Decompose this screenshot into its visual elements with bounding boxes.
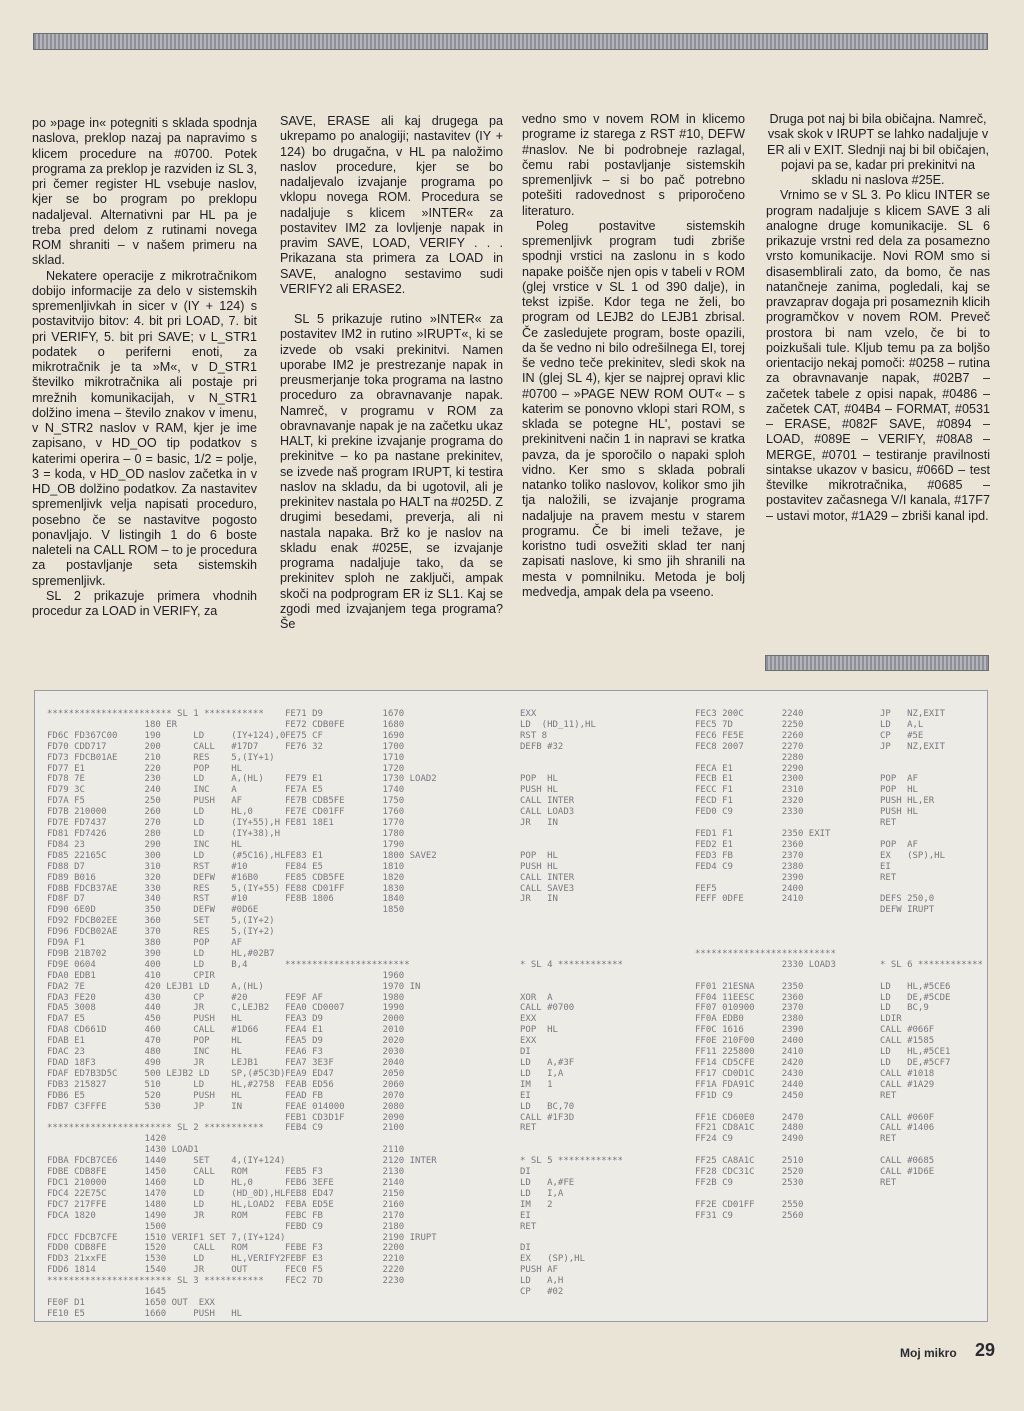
- column-end-bar: [765, 655, 989, 671]
- top-decorative-bar: [33, 33, 988, 50]
- listing-column-1: *********************** SL 1 *********** 180 ER FD6C FD367C00 190 LD (IY+124),0 FD70 CDD717 200 CALL #17D7 FD73 FDCB01AE 210 RES 5,(IY+1) FD77 E1 220 POP HL FD78 7E 230 LD A,(HL) FD79 3C 240 INC A FD7A F5 250 PUSH AF FD7B 210000 260 LD HL,0 FD7E FD7437 270 LD (IY+55),H FD81 FD7426 280 LD (IY+38),H FD84 23 290 INC HL FD85 22165C 300 LD (#5C16),HL FD88 D7 310 RST #10 FD89 B016 320 DEFW #16B0 FD8B FDCB37AE 330 RES 5,(IY+55) FD8F D7 340 RST #10 FD90 6E0D 350 DEFW #0D6E FD92 FDCB02EE 360 SET 5,(IY+2) FD96 FDCB02AE 370 RES 5,(IY+2) FD9A F1 380 POP AF FD9B 21B702 390 LD HL,#02B7 FD9E 0604 400 LD B,4 FDA0 EDB1 410 CPIR FDA2 7E 420 LEJB1 LD A,(HL) FDA3 FE20 430 CP #20 FDA5 3008 440 JR C,LEJB2 FDA7 E5 450 PUSH HL FDA8 CD661D 460 CALL #1D66 FDAB E1 470 POP HL FDAC 23 480 INC HL FDAD 18F3 490 JR LEJB1 FDAF ED7B3D5C 500 LEJB2 LD SP,(#5C3D) FDB3 215827 510 LD HL,#2758 FDB6 E5 520 PUSH HL FDB7 C3FFFE 530 JP IN *********************** SL 2 *********** 1420 1430 LOAD1 FDBA FDCB7CE6 1440 SET 4,(IY+124) FDBE CDB8FE 1450 CALL ROM FDC1 210000 1460 LD HL,0 FDC4 22E75C 1470 LD (HD_0D),HL FDC7 217FFE 1480 LD HL,LOAD2 FDCA 1820 1490 JR ROM 1500 FDCC FDCB7CFE 1510 VERIF1 SET 7,(IY+124) FDD0 CDB8FE 1520 CALL ROM FDD3 21xxFE 1530 LD HL,VERIFY2 FDD6 1814 1540 JR OUT *********************** SL 3 *********** 1645 FE0F D1 1650 OUT EXX FE10 E5 1660 PUSH HL: [47, 709, 286, 1319]
- paragraph: Vrnimo se v SL 3. Po klicu INTER se program nadaljuje s klicem SAVE 3 ali analogne druge komunikacije. SL 6 prikazuje vrstni red dela za posamezno vrsto komunikacije. Novi ROM smo si disasemblirali zato, da bomo, če nas natančneje zanima, pogledali, kaj se pravzaprav dogaja pri posameznih klicih programčkov v novem ROM. Preveč prostora bi nam vzelo, če bi to poizkušali tule. Kljub temu pa za boljšo orientacijo nekaj pomoči: #0258 – rutina za obravnavanje napak, #02B7 – začetek tabele z opisi napak, #0486 – začetek CAT, #04B4 – FORMAT, #0531 – ERASE, #082F SAVE, #0894 – LOAD, #089E – VERIFY, #08A8 – MERGE, #0701 – testiranje pravilnosti sintakse ukazov v basicu, #066D – test številke mikrotračnika, #0685 – postavitev začasnega V/I kanala, #17F7 – ustavi motor, #1A29 – zbriši kanal ipd.: [766, 188, 991, 523]
- paragraph: SL 2 prikazuje primera vhodnih procedur za LOAD in VERIFY, za: [32, 588, 257, 618]
- listing-column-4: FEC3 200C 2240 FEC5 7D 2250 FEC6 FE5E 2260 FEC8 2007 2270 2280 FECA E1 2290 FECB E1 2300 FECC F1 2310 FECD F1 2320 FED0 C9 2330 FED1 F1 2350 EXIT FED2 E1 2360 FED3 FB 2370 FED4 C9 2380 2390 FEF5 2400 FEFF 0DFE 2410 ************************** 2330 LOAD3 FF01 21ESNA 2350 FF04 11EESC 2360 FF07 010900 2370 FF0A EDB0 2380 FF0C 1616 2390 FF0E 210F00 2400 FF11 225800 2410 FF14 CD5CFE 2420 FF17 CD0D1C 2430 FF1A FDA91C 2440 FF1D C9 2450 FF1E CD60E0 2470 FF21 CD8A1C 2480 FF24 C9 2490 FF25 CA8A1C 2510 FF28 CDC31C 2520 FF2B C9 2530 FF2E CD01FF 2550 FF31 C9 2560: [695, 709, 836, 1221]
- paragraph: Nekatere operacije z mikrotračnikom dobijo informacije za delo v sistemskih spremenljivkah in sicer v (IY + 124) s postavitvijo bitov: 4. bit pri LOAD, 7. bit pri VERIFY, 5. bit pri SAVE; v L_STR1 podatek o periferni enoti, za mikrotračnik je ta »M«, v D_STR1 številko mikrotračnika ali postaje pri mrežnih komunikacijah, v N_STR1 dolžino imena – število znakov v imenu, v N_STR2 naslov v RAM, kjer je ime zapisano, v HD_OO tip podatkov s katerimi operira – 0 = basic, 1/2 = polje, 3 = koda, v HD_OD naslov začetka in v HD_OB dolžino podatkov. Za nastavitev spremenljivk velja napisati proceduro, posebno če se nastavitve pogosto ponavljajo. V listingih 1 do 6 boste naleteli na CALL ROM – to je procedura za postavljanje seta sistemskih spremenljivk.: [32, 268, 257, 588]
- paragraph: SAVE, ERASE ali kaj drugega pa ukrepamo po analogiji; nastavitev (IY + 124) bo drugačna, v HL pa naložimo naslov procedure, kjer se bo nadaljevalo izvajanje programa po vklopu novega ROM. Procedura se nadaljuje s klicem »INTER« za postavitev IM2 za lovljenje napak in pravim SAVE, LOAD, VERIFY . . . Prikazana sta primera za LOAD in SAVE, analogno sestavimo sudi VERIFY2 ali ERASE2.: [280, 114, 503, 296]
- paragraph: SL 5 prikazuje rutino »INTER« za postavitev IM2 in rutino »IRUPT«, ki se izvede ob vsaki prekinitvi. Namen uporabe IM2 je prestrezanje napak in preusmerjanje toka programa na lastno proceduro za obravnavanje napak. Namreč, v programu v ROM za obravnavanje napak je na začetku ukaz HALT, ki prekine izvajanje programa do prekinitve – ko pa nastane prekinitev, se izvede naš program IRUPT, ki testira naslov na skladu, da bi ugotovil, ali je prekinitev nastala po HALT na #025D. Z drugimi besedami, preverja, ali ni nastala napaka. Brž ko je naslov na skladu enak #025E, se izvajanje programa nadaljuje tako, da se prekinitev sploh ne zaključi, ampak skoči na podprogram ER iz SL1. Kaj se zgodi med izvajanjem tega programa? Še: [280, 312, 503, 631]
- text-column-4: [766, 112, 990, 524]
- paragraph: po »page in« potegniti s sklada spodnja naslova, preklop nazaj pa napravimo s klicem procedure na #0700. Potek programa za preklop je razviden iz SL 3, pri čemer register HL vsebuje naslov, kjer se bo program po preklopu nadaljeval. Alternativni par HL pa je treba pred delom z rutinami novega ROM shraniti – v našem primeru na sklad.: [32, 116, 257, 268]
- paragraph: Druga pot naj bi bila običajna. Namreč, vsak skok v IRUPT se lahko nadaljuje v ER ali v EXIT. Slednji naj bi bil običajen, pojavi pa se, kadar pri prekinitvi na skladu ni naslova #25E.: [767, 112, 989, 187]
- text-column-3: [522, 112, 745, 600]
- assembly-listing-box: [34, 690, 988, 1322]
- paragraph: Poleg postavitve sistemskih spremenljivk program tudi zbriše spodnji vrstici na zaslonu in s kodo napake poišče njen opis v tabeli v ROM (glej vrstice v SL 1 od 390 dalje), in tekst izpiše. Kdor tega ne želi, bo program od LEJB2 do LEJB1 zbrisal. Če zasledujete program, boste opazili, da še vedno ni bilo odrešilnega EI, torej še vedno teče prekinitev, sledi skok na IN (glej SL 4), kjer se najprej opravi klic #0700 – »PAGE NEW ROM OUT« – s katerim se ponovno vklopi stari ROM, s sklada se potegne HL', postavi se prekinitveni način 1 in napravi se kratka pavza, da je sporočilo o napaki sploh vidno. Ker smo s sklada pobrali natanko toliko naslovov, kolikor smo jih tja naložili, se izvajanje programa nadaljuje na pravem mestu v starem programu. Če bi imeli težave, je koristno tudi osvežiti sklad ter nanj zapisati naslove, ki smo jih shranili na mesta v pomnilniku. Metoda je bolj medvedja, ampak dela pa vseeno.: [522, 218, 745, 599]
- text-column-2: [280, 114, 503, 632]
- listing-column-5: JP NZ,EXIT LD A,L CP #5E JP NZ,EXIT POP AF POP HL PUSH HL,ER PUSH HL RET POP AF EX (SP),HL EI RET DEFS 250,0 DEFW IRUPT * SL 6 ************ LD HL,#5CE6 LD DE,#5CDE LD BC,9 LDIR CALL #066F CALL #1585 LD HL,#5CE1 LD DE,#5CF7 CALL #1018 CALL #1A29 RET CALL #060F CALL #1406 RET CALL #0685 CALL #1D6E RET: [880, 709, 983, 1188]
- listing-column-2: FE71 D9 1670 FE72 CDB0FE 1680 FE75 CF 1690 FE76 32 1700 1710 1720 FE79 E1 1730 LOAD2 FE7A E5 1740 FE7B CDB5FE 1750 FE7E CD01FF 1760 FE81 18E1 1770 1780 1790 FE83 E1 1800 SAVE2 FE84 E5 1810 FE85 CDB5FE 1820 FE88 CD01FF 1830 FE8B 1806 1840 1850 *********************** 1960 1970 IN FE9F AF 1980 FEA0 CD0007 1990 FEA3 D9 2000 FEA4 E1 2010 FEA5 D9 2020 FEA6 F3 2030 FEA7 3E3F 2040 FEA9 ED47 2050 FEAB ED56 2060 FEAD FB 2070 FEAE 014000 2080 FEB1 CD3D1F 2090 FEB4 C9 2100 2110 2120 INTER FEB5 F3 2130 FEB6 3EFE 2140 FEB8 ED47 2150 FEBA ED5E 2160 FEBC FB 2170 FEBD C9 2180 2190 IRUPT FEBE F3 2200 FEBF E3 2210 FEC0 F5 2220 FEC2 7D 2230: [285, 709, 437, 1287]
- listing-column-3: EXX LD (HD_11),HL RST 8 DEFB #32 POP HL PUSH HL CALL INTER CALL LOAD3 JR IN POP HL PUSH HL CALL INTER CALL SAVE3 JR IN * SL 4 ************ XOR A CALL #0700 EXX POP HL EXX DI LD A,#3F LD I,A IM 1 EI LD BC,70 CALL #1F3D RET * SL 5 ************ DI LD A,#FE LD I,A IM 2 EI RET DI EX (SP),HL PUSH AF LD A,H CP #02: [520, 709, 623, 1298]
- page-number: 29: [975, 1340, 996, 1360]
- text-column-1: [32, 116, 257, 619]
- magazine-name: Moj mikro: [900, 1346, 957, 1360]
- paragraph: vedno smo v novem ROM in klicemo programe iz starega z RST #10, DEFW #naslov. Ne bi podrobneje razlagal, čemu rabi postavljanje sistemskih spremenljivk – si bo pač potrebno potešiti radovednost s priporočeno literaturo.: [522, 112, 745, 218]
